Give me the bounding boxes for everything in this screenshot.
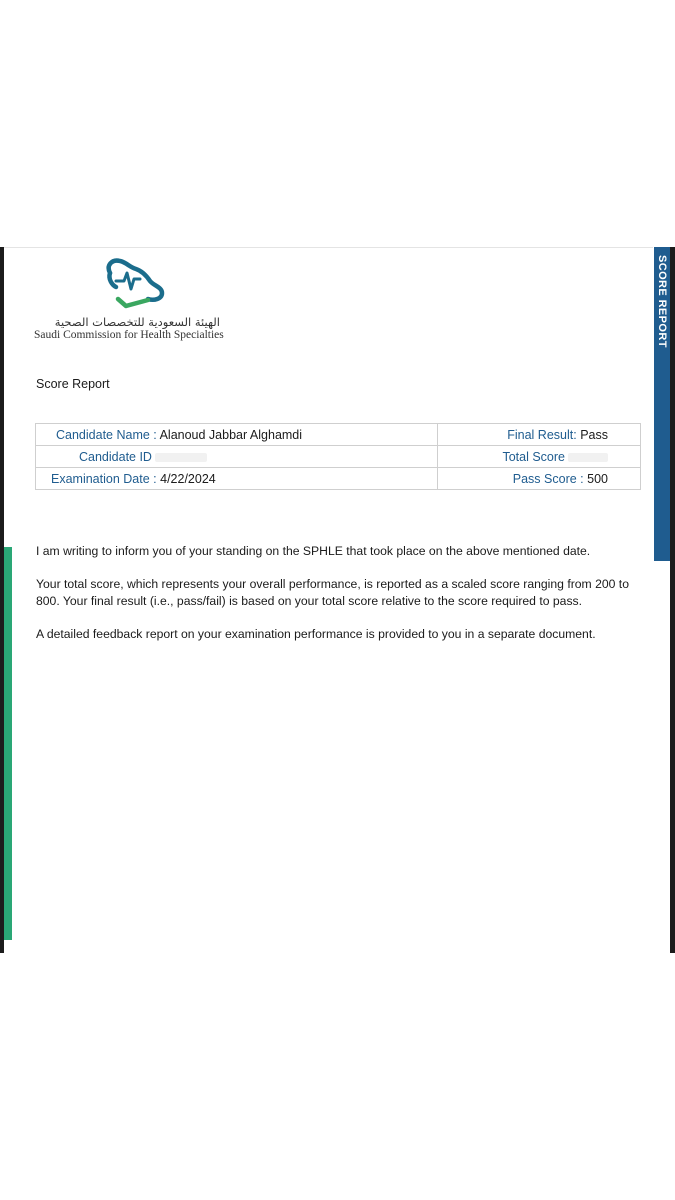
table-cell <box>36 446 438 468</box>
body-paragraph-standing: I am writing to inform you of your standing on the SPHLE that took place on the above mentioned date. <box>36 544 591 558</box>
green-accent-bar <box>4 547 12 940</box>
organization-name-english: Saudi Commission for Health Specialties <box>34 329 224 341</box>
redacted-total-score <box>568 453 608 462</box>
pass-score-value: 500 <box>587 471 608 486</box>
final-result-label: Final Result <box>507 427 574 442</box>
top-margin <box>0 0 675 247</box>
label-separator: : <box>153 471 157 486</box>
total-score-label: Total Score <box>502 449 565 464</box>
candidate-name-value: Alanoud Jabbar Alghamdi <box>159 427 303 442</box>
label-separator: : <box>573 427 577 442</box>
table-cell <box>36 468 438 490</box>
right-page-edge <box>670 247 675 953</box>
side-tab-label: SCORE REPORT <box>656 255 668 348</box>
final-result-value: Pass <box>580 427 608 442</box>
pass-score-label: Pass Score <box>512 471 577 486</box>
scfhs-logo-icon <box>96 253 170 313</box>
redacted-candidate-id <box>155 453 207 462</box>
examination-date-label: Examination Date <box>51 471 150 486</box>
label-separator: : <box>153 427 157 442</box>
table-row <box>36 446 641 468</box>
table-cell <box>438 424 641 446</box>
examination-date-value: 4/22/2024 <box>160 471 216 486</box>
table-cell <box>36 424 438 446</box>
candidate-info-table <box>35 423 641 490</box>
bottom-margin <box>0 953 675 1200</box>
candidate-id-label: Candidate ID <box>79 449 152 464</box>
report-title: Score Report <box>36 377 110 391</box>
score-report-document <box>0 247 675 953</box>
table-row <box>36 468 641 490</box>
table-cell <box>438 446 641 468</box>
candidate-name-label: Candidate Name <box>56 427 150 442</box>
document-top-edge <box>3 247 653 248</box>
table-cell <box>438 468 641 490</box>
body-paragraph-feedback: A detailed feedback report on your examination performance is provided to you in a separate document. <box>36 627 596 641</box>
body-paragraph-scoring: Your total score, which represents your overall performance, is reported as a scaled score ranging from 200 to 800. Your final result (i.e., pass/fail) is based on your total score relative to the score required to pass. <box>36 577 629 608</box>
organization-name-arabic: الهيئة السعودية للتخصصات الصحية <box>54 315 220 329</box>
table-row <box>36 424 641 446</box>
report-body <box>36 543 638 659</box>
label-separator: : <box>580 471 584 486</box>
